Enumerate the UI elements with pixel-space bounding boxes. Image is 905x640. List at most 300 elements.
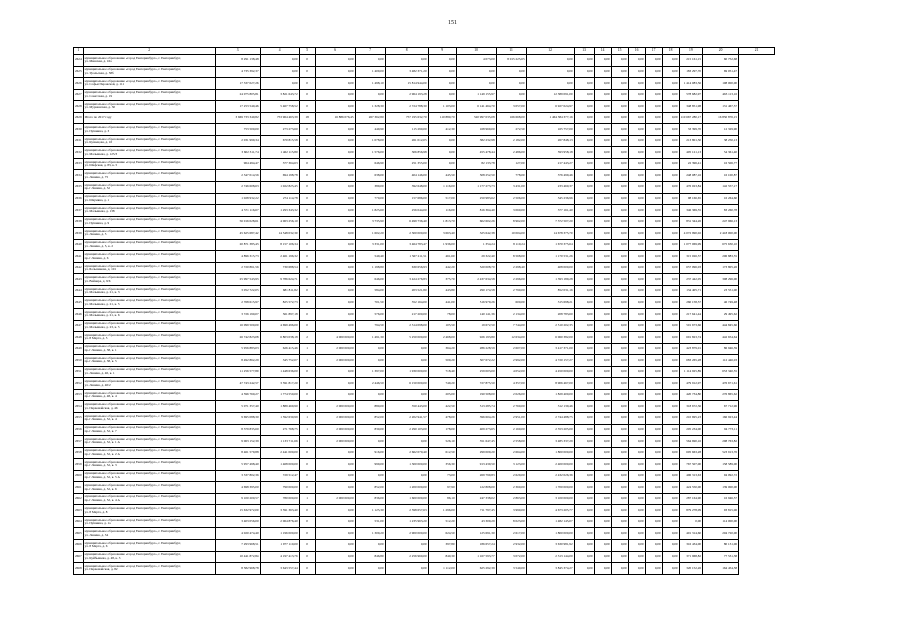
- value-cell: 778,00: [496, 170, 526, 182]
- table-row: [74, 470, 775, 482]
- value-cell: 0,00: [594, 516, 611, 528]
- value-cell: 0,00: [628, 412, 645, 424]
- column-number: 14: [594, 48, 611, 55]
- value-cell: 2 400 000,00: [526, 459, 574, 471]
- address-line-2: ул. 8 Марта, д. 8: [84, 509, 108, 514]
- value-cell: 0,00: [574, 470, 594, 482]
- table-row: [74, 516, 775, 528]
- address-line-2: пр-т Ленина, д. 52, к. 5 А: [84, 474, 120, 479]
- value-cell: 0,00: [662, 401, 679, 413]
- value-cell: 757 195 632,70: [385, 112, 428, 124]
- value-cell: 401 314,60: [679, 528, 702, 540]
- value-cell: 0,00: [574, 135, 594, 147]
- value-cell: 1: [299, 401, 315, 413]
- value-cell: 1 889 469,90: [260, 401, 299, 413]
- value-cell: 1 125,30: [355, 505, 385, 517]
- value-cell: 0,00: [611, 424, 628, 436]
- value-cell: 0,00: [645, 505, 662, 517]
- value-cell: 29 322,40: [456, 251, 496, 263]
- value-cell: 389,00: [355, 182, 385, 194]
- value-cell: 351 647,45: [456, 436, 496, 448]
- table-row: [74, 239, 775, 251]
- value-cell: 0,00: [526, 55, 574, 67]
- value-cell: 0,00: [611, 216, 628, 228]
- row-number: 2643: [74, 274, 84, 286]
- value-cell: 0,00: [662, 412, 679, 424]
- address-line-2: ул. Первомайская, д. 46: [84, 405, 118, 410]
- address-line-1: муниципальное образование «город Екатеринбург», г. Екатеринбург,: [84, 78, 181, 83]
- value-cell: 0,00: [260, 66, 299, 78]
- value-cell: 6 927 024,97: [526, 101, 574, 113]
- value-cell: 2 202 941,57: [385, 412, 428, 424]
- value-cell: 605 663,28: [679, 447, 702, 459]
- value-cell: 0,00: [611, 516, 628, 528]
- value-cell: 26 742 823,08: [215, 332, 260, 344]
- value-cell: 0,00: [594, 205, 611, 217]
- value-cell: 0,00: [645, 447, 662, 459]
- value-cell: 727 875,50: [456, 378, 496, 390]
- value-cell: 18: [299, 112, 315, 124]
- value-cell: 1 482 145,07: [526, 516, 574, 528]
- value-cell: 3 052 722,05: [215, 285, 260, 297]
- address-cell: [83, 135, 215, 147]
- address-line-1: муниципальное образование «город Екатеринбург», г. Екатеринбург,: [84, 344, 181, 349]
- value-cell: 94 773,11: [703, 424, 739, 436]
- address-cell: [83, 124, 215, 136]
- value-cell: 0,00: [611, 539, 628, 551]
- value-cell: 0,00: [574, 182, 594, 194]
- column-number: 21: [739, 48, 775, 55]
- value-cell: 1: [299, 436, 315, 448]
- value-cell: 208 783,60: [526, 309, 574, 321]
- value-cell: 0,00: [574, 332, 594, 344]
- value-cell: 0,00: [628, 239, 645, 251]
- address-line-1: муниципальное образование «город Екатеринбург», г. Екатеринбург,: [84, 355, 181, 360]
- value-cell: 1 028 932,22: [215, 193, 260, 205]
- value-cell: 3 663,40: [428, 228, 456, 240]
- value-cell: 2 446,50: [355, 378, 385, 390]
- address-line-1: муниципальное образование «город Екатеринбург», г. Екатеринбург,: [84, 55, 181, 60]
- table-row: [74, 343, 775, 355]
- value-cell: 0,00: [260, 78, 299, 90]
- value-cell: 657 096,03: [679, 262, 702, 274]
- value-cell: 1 670 375,64: [526, 239, 574, 251]
- value-cell: 0,00: [574, 251, 594, 263]
- value-cell: 105,50: [428, 320, 456, 332]
- value-cell: 0,00: [594, 551, 611, 563]
- value-cell: 0,00: [315, 158, 355, 170]
- value-cell: 1 235 963,20: [385, 516, 428, 528]
- value-cell: 3 072,00: [496, 551, 526, 563]
- value-cell: 0,00: [611, 239, 628, 251]
- address-line-1: муниципальное образование «город Екатеринбург», г. Екатеринбург,: [84, 390, 181, 395]
- value-cell: 0: [299, 470, 315, 482]
- value-cell: 0,00: [611, 55, 628, 67]
- value-cell: 1 296,00: [428, 505, 456, 517]
- row-number: 2659: [74, 459, 84, 471]
- address-line-1: муниципальное образование «город Екатеринбург», г. Екатеринбург,: [84, 240, 181, 245]
- row-number: 2625: [74, 66, 84, 78]
- value-cell: 298 763,82: [703, 436, 739, 448]
- value-cell: 16 264,60: [703, 193, 739, 205]
- value-cell: 0,00: [315, 89, 355, 101]
- value-cell: 0,00: [662, 297, 679, 309]
- value-cell: 24 075 805,81: [215, 89, 260, 101]
- value-cell: 0,00: [385, 470, 428, 482]
- table-row: [74, 563, 775, 575]
- value-cell: 0: [299, 505, 315, 517]
- value-cell: 12 389 091,00: [526, 89, 574, 101]
- value-cell: 0,00: [645, 378, 662, 390]
- value-cell: 0,00: [611, 528, 628, 540]
- value-cell: 0,00: [645, 389, 662, 401]
- value-cell: 0,00: [628, 401, 645, 413]
- value-cell: 0: [299, 239, 315, 251]
- value-cell: 0,00: [628, 158, 645, 170]
- value-cell: 455 478,44: [456, 147, 496, 159]
- value-cell: 0,00: [428, 158, 456, 170]
- address-cell: [83, 112, 215, 124]
- value-cell: 0: [299, 459, 315, 471]
- value-cell: 2 558,00: [496, 436, 526, 448]
- value-cell: 790 000,00: [260, 482, 299, 494]
- value-cell: 5 467 758,52: [260, 101, 299, 113]
- value-cell: 794,50: [355, 320, 385, 332]
- row-number: 2668: [74, 563, 84, 575]
- value-cell: 0: [299, 274, 315, 286]
- value-cell: 0,00: [594, 343, 611, 355]
- value-cell: 0,00: [594, 124, 611, 136]
- address-line-1: муниципальное образование «город Екатеринбург», г. Екатеринбург,: [84, 136, 181, 141]
- value-cell: 9 695 088,30: [215, 412, 260, 424]
- value-cell: 0,00: [355, 89, 385, 101]
- value-cell: 2 314 098,00: [385, 320, 428, 332]
- value-cell: 0,00: [645, 262, 662, 274]
- row-number: 2661: [74, 482, 84, 494]
- column-number: 20: [703, 48, 739, 55]
- value-cell: 2: [299, 332, 315, 344]
- value-cell: 0,00: [526, 66, 574, 78]
- address-line-1: муниципальное образование «город Екатеринбург», г. Екатеринбург,: [84, 448, 181, 453]
- value-cell: 531,00: [355, 516, 385, 528]
- value-cell: 3 821 643,72: [260, 89, 299, 101]
- value-cell: 20 871 385,43: [215, 239, 260, 251]
- value-cell: 94 092,72: [703, 470, 739, 482]
- address-line-1: муниципальное образование «город Екатеринбург», г. Екатеринбург,: [84, 471, 181, 476]
- value-cell: 0,00: [428, 135, 456, 147]
- value-cell: 0,00: [611, 147, 628, 159]
- value-cell: 2 746 608,63: [215, 182, 260, 194]
- value-cell: 0: [299, 551, 315, 563]
- value-cell: 4 698 395,00: [215, 482, 260, 494]
- value-cell: 0,00: [645, 78, 662, 90]
- column-number: 19: [679, 48, 702, 55]
- value-cell: 4 699 496,00: [260, 320, 299, 332]
- value-cell: 4 896 315,73: [215, 251, 260, 263]
- address-cell: [83, 505, 215, 517]
- value-cell: 442,20: [428, 262, 456, 274]
- value-cell: 6 499 736,40: [385, 216, 428, 228]
- value-cell: 3 591 363,40: [260, 505, 299, 517]
- value-cell: 1 700 000,00: [526, 482, 574, 494]
- row-number: 2627: [74, 89, 84, 101]
- address-line-2: пр-т Ленина, д. 48, к. 4: [84, 394, 117, 399]
- value-cell: 0,00: [628, 332, 645, 344]
- value-cell: 0,00: [662, 55, 679, 67]
- value-cell: 0,00: [662, 251, 679, 263]
- value-cell: 0,00: [594, 78, 611, 90]
- value-cell: 0,00: [662, 332, 679, 344]
- value-cell: 173 805,26: [703, 262, 739, 274]
- address-line-1: муниципальное образование «город Екатеринбург», г. Екатеринбург,: [84, 552, 181, 557]
- value-cell: 2 932,00: [496, 539, 526, 551]
- address-cell: [83, 78, 215, 90]
- value-cell: 1 196 000,00: [260, 528, 299, 540]
- value-cell: 0,00: [355, 55, 385, 67]
- value-cell: 0,00: [574, 55, 594, 67]
- value-cell: 46 749,48: [703, 297, 739, 309]
- value-cell: 0,00: [315, 147, 355, 159]
- value-cell: 0,00: [645, 551, 662, 563]
- value-cell: 0: [299, 389, 315, 401]
- value-cell: 0,00: [628, 493, 645, 505]
- value-cell: 0,00: [611, 551, 628, 563]
- value-cell: 638,00: [355, 170, 385, 182]
- value-cell: 0,00: [662, 309, 679, 321]
- address-line-2: ул. Малышева, д. 21, к. 3: [84, 290, 120, 295]
- value-cell: 166 923,44: [703, 412, 739, 424]
- row-number: 2628: [74, 101, 84, 113]
- table-row: [74, 228, 775, 240]
- address-line-2: ул. Большакова, д. 101: [84, 267, 117, 272]
- value-cell: 816 364,40: [456, 205, 496, 217]
- column-number: 10: [456, 48, 496, 55]
- value-cell: 670 815,58: [260, 135, 299, 147]
- address-line-2: ул. Пушкина, д. 1а: [84, 521, 111, 526]
- value-cell: 578 682,97: [679, 89, 702, 101]
- value-cell: 683 265,28: [679, 355, 702, 367]
- value-cell: 926 193,80: [456, 332, 496, 344]
- value-cell: 0,00: [628, 193, 645, 205]
- value-cell: 441,00: [428, 297, 456, 309]
- table-row: [74, 285, 775, 297]
- value-cell: 97,90: [428, 482, 456, 494]
- address-line-2: ул. Малышева, д. 23, к. 5: [84, 324, 120, 329]
- value-cell: 0: [299, 366, 315, 378]
- value-cell: 501 673,66: [679, 320, 702, 332]
- value-cell: 0,00: [662, 378, 679, 390]
- column-number: 12: [526, 48, 574, 55]
- value-cell: 0,00: [645, 343, 662, 355]
- value-cell: 0,00: [428, 78, 456, 90]
- value-cell: 205,00: [428, 389, 456, 401]
- value-cell: 0,00: [385, 55, 428, 67]
- value-cell: 0,00: [611, 505, 628, 517]
- row-number: 2652: [74, 378, 84, 390]
- value-cell: 1 464 384 377,16: [526, 112, 574, 124]
- value-cell: 0: [299, 135, 315, 147]
- row-number: 2651: [74, 366, 84, 378]
- row-number: 2663: [74, 505, 84, 517]
- value-cell: 1 448 636,00: [260, 366, 299, 378]
- value-cell: 0,00: [594, 378, 611, 390]
- value-cell: 0: [299, 539, 315, 551]
- value-cell: 2 720 861,56: [215, 262, 260, 274]
- value-cell: 0,00: [594, 436, 611, 448]
- address-line-2: ул. Шефская, д. 83, к. 5: [84, 163, 118, 168]
- value-cell: 1 498,10: [355, 78, 385, 90]
- row-number: 2653: [74, 389, 84, 401]
- value-cell: 0,00: [645, 251, 662, 263]
- value-cell: 2 437 634,58: [456, 274, 496, 286]
- value-cell: 142 557,17: [703, 182, 739, 194]
- value-cell: 0,00: [574, 228, 594, 240]
- value-cell: 0,00: [628, 470, 645, 482]
- value-cell: 7 744,00: [496, 320, 526, 332]
- value-cell: 0,00: [496, 66, 526, 78]
- row-number: 2660: [74, 470, 84, 482]
- value-cell: 8 461 579,88: [215, 447, 260, 459]
- address-line-2: ул. Мурманская, д. 30: [84, 105, 116, 110]
- value-cell: 0,00: [628, 89, 645, 101]
- value-cell: 203 521,80: [385, 285, 428, 297]
- address-line-2: пр-т Ленина, д. 52, к. 3: [84, 463, 117, 468]
- value-cell: 45 625 687,42: [215, 228, 260, 240]
- value-cell: 93 815,06: [703, 505, 739, 517]
- value-cell: 0,00: [385, 389, 428, 401]
- row-number: 2657: [74, 436, 84, 448]
- value-cell: 0,00: [628, 170, 645, 182]
- value-cell: 0,00: [574, 124, 594, 136]
- value-cell: 0,00: [611, 228, 628, 240]
- table-row: [74, 482, 775, 494]
- value-cell: 0,00: [315, 262, 355, 274]
- value-cell: 8 291 138,48: [215, 55, 260, 67]
- value-cell: 0,00: [355, 470, 385, 482]
- address-line-1: муниципальное образование «город Екатеринбург», г. Екатеринбург,: [84, 563, 181, 568]
- value-cell: 4 052,00: [496, 366, 526, 378]
- address-line-2: ул. Ленина, д. 5, к. 2: [84, 244, 113, 249]
- value-cell: 0,00: [594, 158, 611, 170]
- value-cell: 325 642,38: [456, 228, 496, 240]
- value-cell: 0,00: [662, 366, 679, 378]
- value-cell: 4 450 000,00: [526, 366, 574, 378]
- value-cell: 2 964 193,28: [385, 89, 428, 101]
- value-cell: 1 829 400,00: [526, 389, 574, 401]
- value-cell: 0,00: [611, 563, 628, 575]
- value-cell: 2 064 876,40: [260, 516, 299, 528]
- value-cell: 0,00: [496, 89, 526, 101]
- value-cell: 0,00: [594, 251, 611, 263]
- value-cell: 115 290,00: [385, 124, 428, 136]
- value-cell: 1 825,60: [355, 205, 385, 217]
- value-cell: 879 278,09: [679, 505, 702, 517]
- value-cell: 0,00: [628, 55, 645, 67]
- value-cell: 409 273,65: [456, 424, 496, 436]
- address-line-2: ул. Куйбышева, д. 48, к. 3: [84, 555, 121, 560]
- row-number: 2646: [74, 309, 84, 321]
- value-cell: 269 799,83: [456, 470, 496, 482]
- value-cell: 770,00: [355, 193, 385, 205]
- value-cell: 0,00: [628, 355, 645, 367]
- value-cell: 0,00: [628, 78, 645, 90]
- value-cell: 1 414 083,56: [679, 78, 702, 90]
- value-cell: 5 956 883,03: [215, 343, 260, 355]
- value-cell: 423 879,01: [679, 343, 702, 355]
- value-cell: 186 657,24: [456, 539, 496, 551]
- value-cell: 2 134,00: [496, 309, 526, 321]
- address-line-2: ул. Пушкина, д. 9: [84, 220, 110, 225]
- value-cell: 1 133 711,66: [260, 436, 299, 448]
- value-cell: 2 000 000,00: [315, 343, 355, 355]
- value-cell: 0,00: [315, 470, 355, 482]
- value-cell: 1 774 550,00: [260, 389, 299, 401]
- value-cell: 0,00: [662, 539, 679, 551]
- value-cell: 1 600 000,00: [385, 493, 428, 505]
- value-cell: 2 290 103,00: [385, 424, 428, 436]
- address-cell: [83, 228, 215, 240]
- address-cell: [83, 66, 215, 78]
- value-cell: 3 424 276,83: [385, 274, 428, 286]
- address-cell: [83, 563, 215, 575]
- value-cell: 0,00: [628, 505, 645, 517]
- value-cell: 1: [299, 412, 315, 424]
- value-cell: 0,00: [662, 516, 679, 528]
- value-cell: 0,00: [315, 182, 355, 194]
- value-cell: 0,00: [645, 66, 662, 78]
- value-cell: 0,00: [645, 459, 662, 471]
- address-line-1: муниципальное образование «город Екатеринбург», г. Екатеринбург,: [84, 459, 181, 464]
- row-number: 2640: [74, 239, 84, 251]
- table-row: [74, 112, 775, 124]
- table-row: [74, 297, 775, 309]
- value-cell: 0,00: [355, 563, 385, 575]
- value-cell: 10 441 872,84: [215, 551, 260, 563]
- value-cell: 0,00: [662, 101, 679, 113]
- address-line-1: муниципальное образование «город Екатеринбург», г. Екатеринбург,: [84, 321, 181, 326]
- value-cell: 1: [299, 424, 315, 436]
- value-cell: 0,00: [611, 343, 628, 355]
- address-line-2: ул. Шаумяна, д. 1: [84, 197, 110, 202]
- value-cell: 1 112,00: [428, 563, 456, 575]
- value-cell: 247 966,13: [703, 216, 739, 228]
- table-row: [74, 251, 775, 263]
- value-cell: 4 571 116,67: [215, 205, 260, 217]
- value-cell: 0: [299, 55, 315, 67]
- row-number: 2666: [74, 539, 84, 551]
- value-cell: 1 800 000,00: [526, 528, 574, 540]
- value-cell: 0,00: [594, 182, 611, 194]
- address-cell: [83, 309, 215, 321]
- address-cell: [83, 539, 215, 551]
- value-cell: 0,00: [611, 112, 628, 124]
- column-number: 6: [315, 48, 355, 55]
- value-cell: 0,00: [611, 101, 628, 113]
- value-cell: 0,00: [315, 516, 355, 528]
- address-line-1: муниципальное образование «город Екатеринбург», г. Екатеринбург,: [84, 517, 181, 522]
- value-cell: 4 596 760,27: [215, 389, 260, 401]
- value-cell: 0,00: [662, 470, 679, 482]
- value-cell: 630 656,93: [385, 262, 428, 274]
- value-cell: 0,00: [628, 262, 645, 274]
- value-cell: 593 958,18: [526, 147, 574, 159]
- value-cell: 0,00: [662, 436, 679, 448]
- value-cell: 0,00: [662, 89, 679, 101]
- value-cell: 0,00: [628, 343, 645, 355]
- value-cell: 0,00: [594, 424, 611, 436]
- value-cell: 56 016 028,61: [215, 216, 260, 228]
- address-cell: [83, 285, 215, 297]
